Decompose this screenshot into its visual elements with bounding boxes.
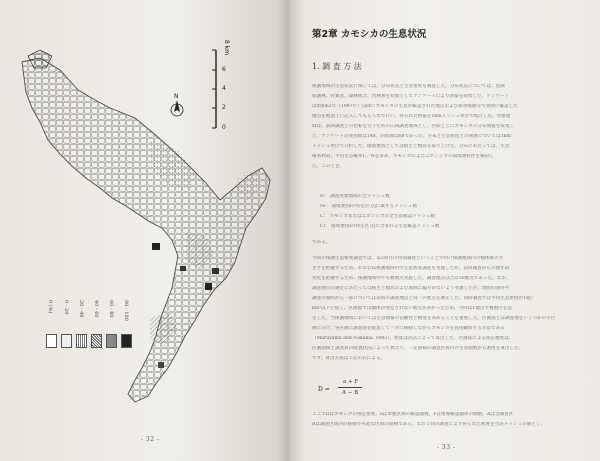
legend-unit-label: 0 (%) <box>47 300 53 314</box>
text-line: 確率P(x)、平均生息確率C／Nを求め、カモシカおよびニホンジカの環境選好性を検討し <box>312 154 494 159</box>
text-line: 区画面積と調査員の配置状況によって異なり、一定面積の調査区域内の生息頭数から密度を算出した。 <box>312 346 524 351</box>
legend-swatch-20 <box>61 334 72 348</box>
right-page-number: - 33 - <box>437 444 456 451</box>
chapter-title: 第2章 カモシカの生息状況 <box>312 29 427 40</box>
north-arrow-icon <box>171 100 183 116</box>
text-line: 地点を地図上に記入してもらう形で行い、得られた情報を1kmメッシュ単位で集計した。対象地 <box>312 114 511 119</box>
legend-swatch-40 <box>76 334 87 348</box>
after-list-text: である。 <box>312 240 331 245</box>
text-line: 調査の制約から一部については前回の調査地点と同一の地点を選定した。同時調査では平均生息密度が1頭／ <box>312 296 536 301</box>
text-line: 今回の保護生息密度調査では、第2回目の特別調査ということで特に保護地域内の個体群の大 <box>312 256 504 261</box>
text-line: た。アンケートの発送数は148、回収数は68であった。分布と生息密度との関連については1km <box>312 134 511 139</box>
list-item: N： 調査対象地域の全メッシュ数 <box>320 194 390 199</box>
mesh-dark-4 <box>205 283 212 290</box>
mesh-dark-1 <box>152 243 160 250</box>
text-line: 保護林、狩猟者、森林組合、営林署を対象としてアンケートにより情報を収集した。アンケート <box>312 94 509 99</box>
legend-swatch-60 <box>91 334 102 348</box>
list-item: Ni： 環境要因iの特定区分jに属するメッシュ数 <box>320 204 418 209</box>
scale-tick-4: 4 <box>222 85 226 92</box>
text-line: 域は、前回調査との比較を行うための広域調査地域とし、区間ごとにカモシカの分布情報を収集し <box>312 124 515 129</box>
legend-class-label: 20 - 40 <box>78 300 84 318</box>
legend-class-label: 40 - 60 <box>93 300 99 318</box>
text-line: 変化を把握するため、保護地域外でも数地点実施した。調査地点は合計30地点であった。なお、 <box>312 276 511 281</box>
left-page-number: - 32 - <box>141 436 160 443</box>
scale-tick-2: 2 <box>222 104 226 111</box>
section-heading: 1. 調 査 方 法 <box>312 62 362 71</box>
north-label: N <box>174 93 179 100</box>
mesh-dark-3 <box>180 266 186 271</box>
text-line: です。算出方法は下記の式による。 <box>312 356 386 361</box>
scale-tick-6: 6 <box>222 66 226 73</box>
formula-fraction-bar <box>338 387 362 388</box>
legend-class-label: 80 - 100 <box>123 300 129 321</box>
mesh-dark-2 <box>212 268 219 274</box>
text-line: 調査地点の選定にあたっては植生と標高および地域に偏りがないよう考慮したが、地形的条件や <box>312 286 510 291</box>
list-item: Ci： 環境要因iの特定区分jに含まれる生息確認メッシュ数 <box>320 224 440 229</box>
legend-swatch-100 <box>121 334 132 348</box>
formula-lhs: D = <box>318 386 330 393</box>
text-line: きさを把握するため、おおむね保護地域内で生息密度調査を実施したが、前回調査からの経年的 <box>312 266 510 271</box>
text-line: メッシュ単位で分析した。環境要因としては植生と標高を取り上げた。分布にあたっては、生息 <box>312 144 510 149</box>
legend-class-label: 0 - 20 <box>63 300 69 315</box>
text-line: ここでDはカモシカの推定密度、aは単独区画の確認頭数、Fは重複確認個体の頭数、Aは全調査区 <box>312 412 514 417</box>
text-line: は昭和62年（1987年）以降にカモシカの生息が確認された地点および採食痕跡等で実際に確認した <box>312 104 518 109</box>
scale-label: 8 km <box>223 40 230 56</box>
text-line: km²以下と低く、区画面では個体が発見されない地点が多かったため、今回は1地点で複数区を設 <box>312 306 512 311</box>
scale-tick-0: 0 <box>222 124 226 131</box>
map-region <box>22 50 270 402</box>
formula-denominator: A − B <box>342 390 359 396</box>
legend-swatch-80 <box>106 334 117 348</box>
text-line: （Maruyama and Nakama, 1983）。密度は次式によって算出した。区画法による推定精度は、 <box>312 336 514 341</box>
text-line: た。このとき、 <box>312 164 344 169</box>
legend-swatch-0 <box>46 334 57 348</box>
formula-numerator: a + F <box>343 379 359 385</box>
text-line: 定した。当保護地域においては生息情報の信頼性と精度を高めることを重視した。区画法とは調査地をいくつかの小区 <box>312 316 556 321</box>
text-line: Bは調査区域内の移動不可能な区域の面積である。なお１回の調査により得られた密度を当該メッシュの値とし、 <box>312 422 545 427</box>
mesh-dark-5 <box>158 362 164 368</box>
list-item: C： カモシカまたはニホンジカの全生息確認メッシュ数 <box>320 214 436 219</box>
scale-bar <box>212 50 216 128</box>
legend-class-label: 60 - 80 <box>108 300 114 318</box>
text-line: 保護地域の生息状況に関しては、分布状況と生息密度を調査した。分布状況については、危険 <box>312 84 505 89</box>
text-line: 画に分け、各区画に調査員を配置して一斉に移動しながらカモシカを直接観察する方法である <box>312 326 505 331</box>
